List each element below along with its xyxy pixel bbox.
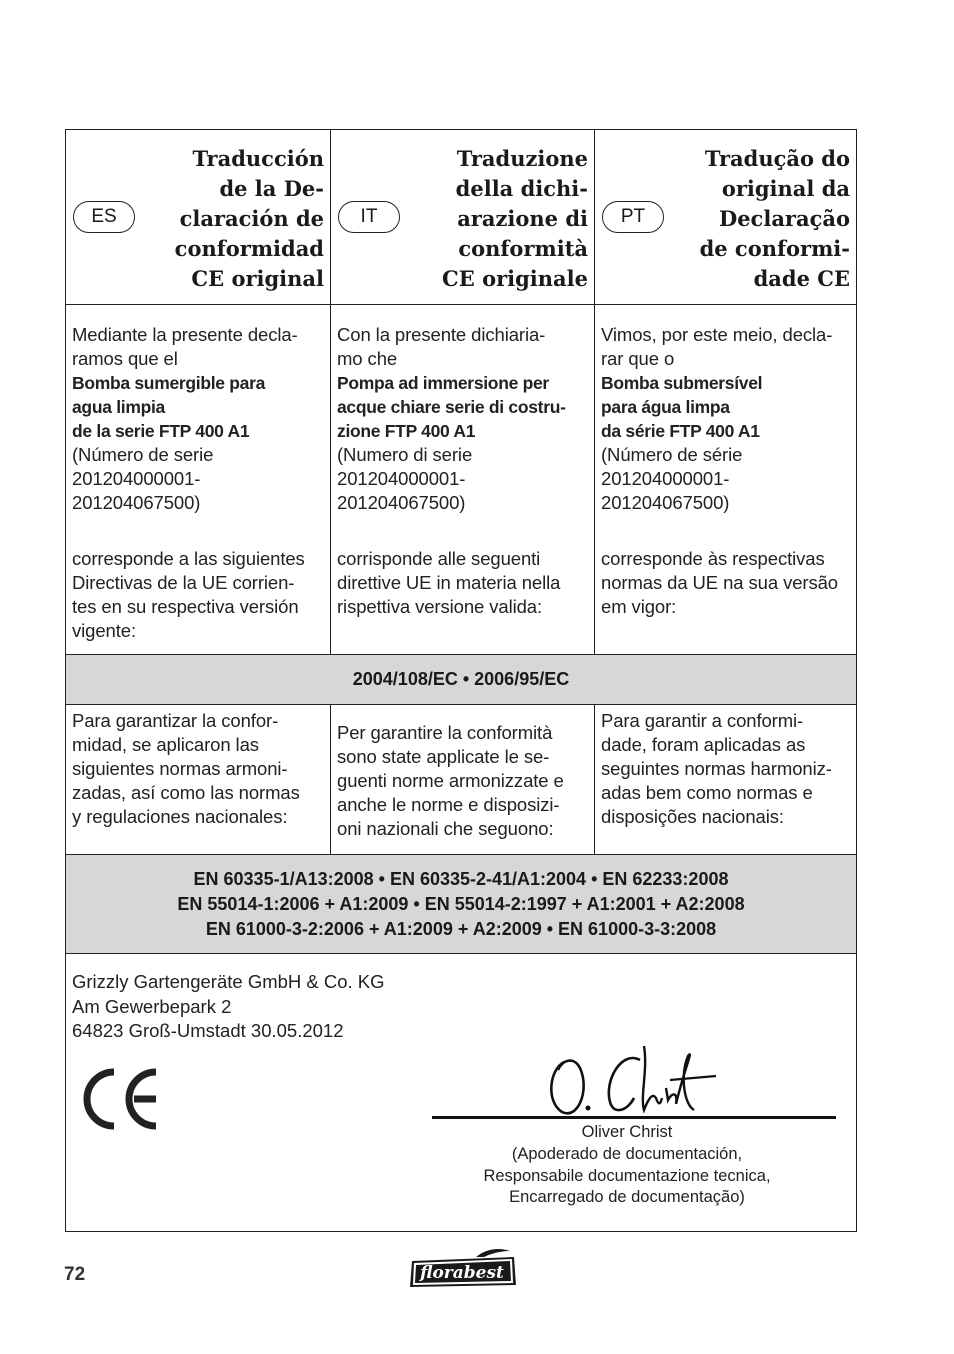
brand-name: florabest: [420, 1263, 504, 1283]
company-address: Grizzly Gartengeräte GmbH & Co. KG Am Gewerbepark 2 64823 Groß-Umstadt 30.05.2012: [72, 971, 385, 1041]
serial-es: (Número de serie 201204000001- 201204067500): [72, 444, 214, 513]
standards-intro-it: [330, 705, 594, 854]
declaration-row: [66, 305, 856, 655]
title-pt: Tradução do original da Declaração de conformi- dade CE: [699, 146, 850, 291]
signature-icon: [544, 1040, 724, 1122]
header-it: [330, 130, 594, 304]
directives-list: 2004/108/EC • 2006/95/EC: [352, 669, 570, 689]
directives-intro-it: corrisponde alle seguenti direttive UE in materia nella rispettiva versione valida:: [337, 548, 561, 617]
standards-intro-es: [66, 705, 330, 854]
signer-roles: (Apoderado de documentación, Responsabile documentazione tecnica, Encarregado de documentação): [483, 1145, 771, 1206]
language-badge-es: ES: [73, 201, 135, 233]
intro-es: Mediante la presente decla- ramos que el: [72, 324, 298, 369]
standards-text-pt: Para garantir a conformi- dade, foram aplicadas as seguintes normas harmoniz- adas bem como normas e disposições nacionais:: [601, 710, 832, 827]
title-it: Traduzione della dichi- arazione di conformità CE originale: [442, 146, 588, 291]
product-it: Pompa ad immersione per acque chiare serie di costru- zione FTP 400 A1: [337, 373, 566, 441]
header-es: [66, 130, 330, 304]
standards-band: [66, 855, 856, 954]
intro-pt: Vimos, por este meio, decla- rar que o: [601, 324, 833, 369]
product-es: Bomba sumergible para agua limpia de la serie FTP 400 A1: [72, 373, 266, 441]
declaration-pt: [594, 305, 856, 654]
standards-text-it: Per garantire la conformità sono state applicate le se- guenti norme armonizzate e anche le norme e disposizi- oni nazionali che seguono:: [337, 722, 564, 839]
intro-it: Con la presente dichiaria- mo che: [337, 324, 546, 369]
header-pt: [594, 130, 856, 304]
standards-text-es: Para garantizar la confor- midad, se aplicaron las siguientes normas armoni- zadas, así como las normas y regulaciones nacionales:: [72, 710, 300, 827]
florabest-logo-icon: [406, 1247, 520, 1291]
standards-intro-pt: [594, 705, 856, 854]
language-badge-pt: PT: [602, 201, 664, 233]
page-number: 72: [64, 1264, 86, 1285]
directives-intro-es: corresponde a las siguientes Directivas de la UE corrien- tes en su respectiva versión vigente:: [72, 548, 305, 641]
directives-band: [66, 655, 856, 705]
directives-intro-pt: corresponde às respectivas normas da UE na sua versão em vigor:: [601, 548, 838, 617]
product-pt: Bomba submersível para água limpa da série FTP 400 A1: [601, 373, 763, 441]
title-es: Traducción de la De- claración de conformidad CE original: [174, 146, 324, 291]
standards-intro-row: [66, 705, 856, 855]
declaration-es: [66, 305, 330, 654]
header-row: [66, 130, 856, 305]
declaration-table: [65, 129, 857, 1232]
signer-name: Oliver Christ: [581, 1123, 673, 1141]
language-badge-it: IT: [338, 201, 400, 233]
ce-mark-icon: [78, 1066, 162, 1132]
standards-list: EN 60335-1/A13:2008 • EN 60335-2-41/A1:2004 • EN 62233:2008 EN 55014-1:2006 + A1:2009 • EN 55014-2:1997 + A1:2001 + A2:2008 EN 61000-3-2:2006 + A1:2009 + A2:2009 • EN 61000-3-3:2008: [177, 869, 745, 939]
serial-it: (Numero di serie 201204000001- 201204067500): [337, 444, 473, 513]
brand-logo: [406, 1247, 520, 1295]
declaration-it: [330, 305, 594, 654]
serial-pt: (Número de série 201204000001- 201204067500): [601, 444, 743, 513]
signature-line: [432, 1116, 836, 1119]
